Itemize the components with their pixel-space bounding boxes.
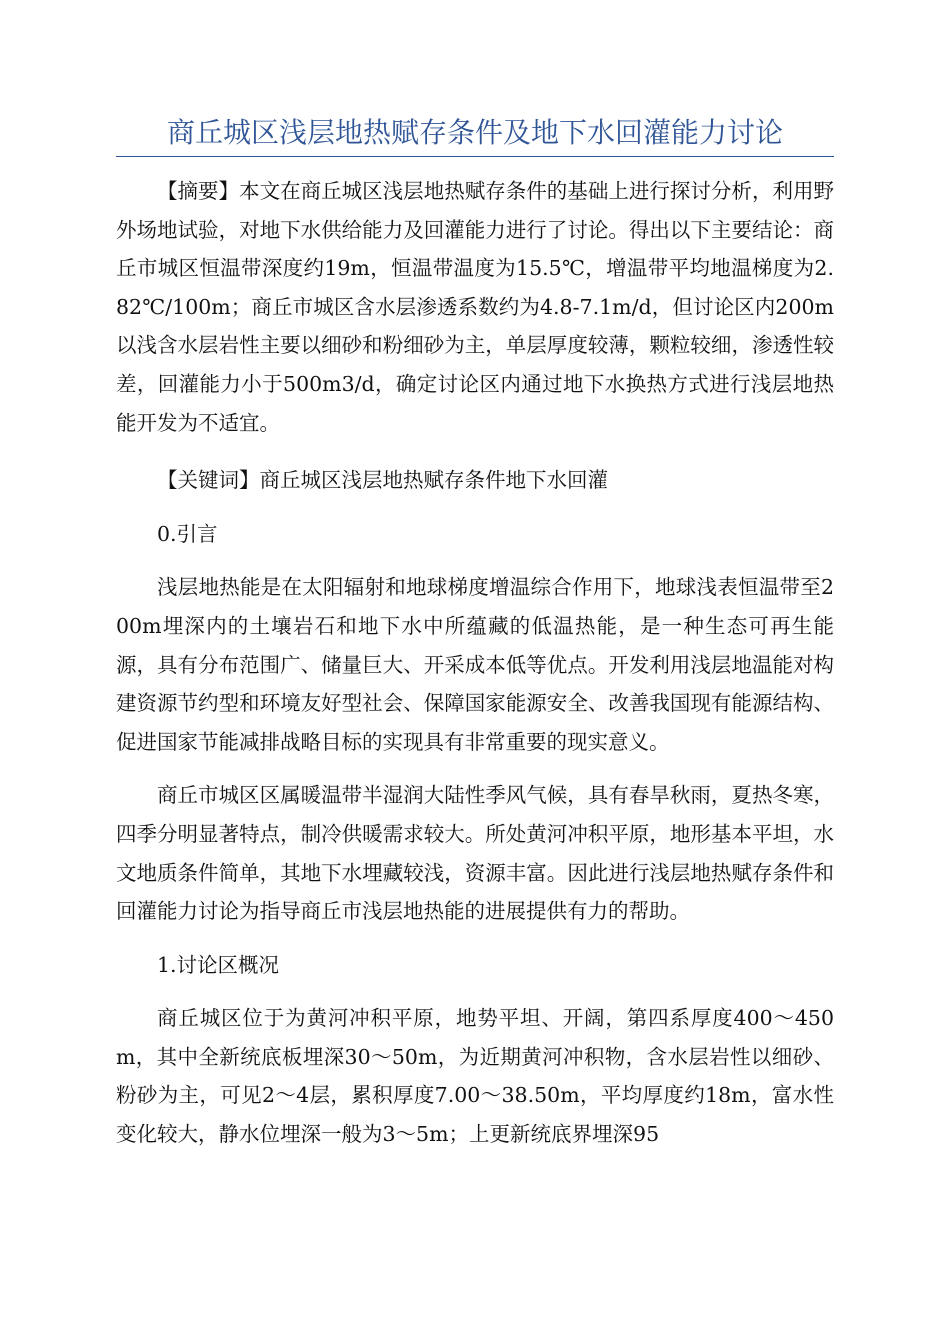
section-heading-study-area: 1.讨论区概况 [157, 952, 280, 977]
keywords-paragraph: 【关键词】商丘城区浅层地热赋存条件地下水回灌 [157, 468, 608, 493]
title-underline [116, 156, 834, 157]
body-paragraph: 商丘市城区区属暖温带半湿润大陆性季风气候，具有春旱秋雨，夏热冬寒，四季分明显著特点，制冷供暖需求较大。所处黄河冲积平原，地形基本平坦，水文地质条件简单，其地下水埋藏较浅，资源丰富。因此进行浅层地热赋存条件和回灌能力讨论为指导商丘市浅层地热能的进展提供有力的帮助。 [116, 783, 834, 924]
body-paragraph: 商丘城区位于为黄河冲积平原，地势平坦、开阔，第四系厚度400～450m，其中全新统底板埋深30～50m，为近期黄河冲积物，含水层岩性以细砂、粉砂为主，可见2～4层，累积厚度7.00～38.50m，平均厚度约18m，富水性变化较大，静水位埋深一般为3～5m；上更新统底界埋深95 [116, 1006, 834, 1147]
abstract-paragraph: 【摘要】本文在商丘城区浅层地热赋存条件的基础上进行探讨分析，利用野外场地试验，对地下水供给能力及回灌能力进行了讨论。得出以下主要结论：商丘市城区恒温带深度约19m，恒温带温度为15.5℃，增温带平均地温梯度为2.82℃/100m；商丘市城区含水层渗透系数约为4.8-7.1m/d，但讨论区内200m以浅含水层岩性主要以细砂和粉细砂为主，单层厚度较薄，颗粒较细，渗透性较差，回灌能力小于500m3/d，确定讨论区内通过地下水换热方式进行浅层地热能开发为不适宜。 [116, 179, 834, 435]
section-heading-introduction: 0.引言 [157, 521, 218, 546]
body-paragraph: 浅层地热能是在太阳辐射和地球梯度增温综合作用下，地球浅表恒温带至200m埋深内的土壤岩石和地下水中所蕴藏的低温热能，是一种生态可再生能源，具有分布范围广、储量巨大、开采成本低等优点。开发利用浅层地温能对构建资源节约型和环境友好型社会、保障国家能源安全、改善我国现有能源结构、促进国家节能减排战略目标的实现具有非常重要的现实意义。 [116, 575, 834, 754]
document-title: 商丘城区浅层地热赋存条件及地下水回灌能力讨论 [166, 116, 783, 149]
document-body [116, 172, 834, 1169]
